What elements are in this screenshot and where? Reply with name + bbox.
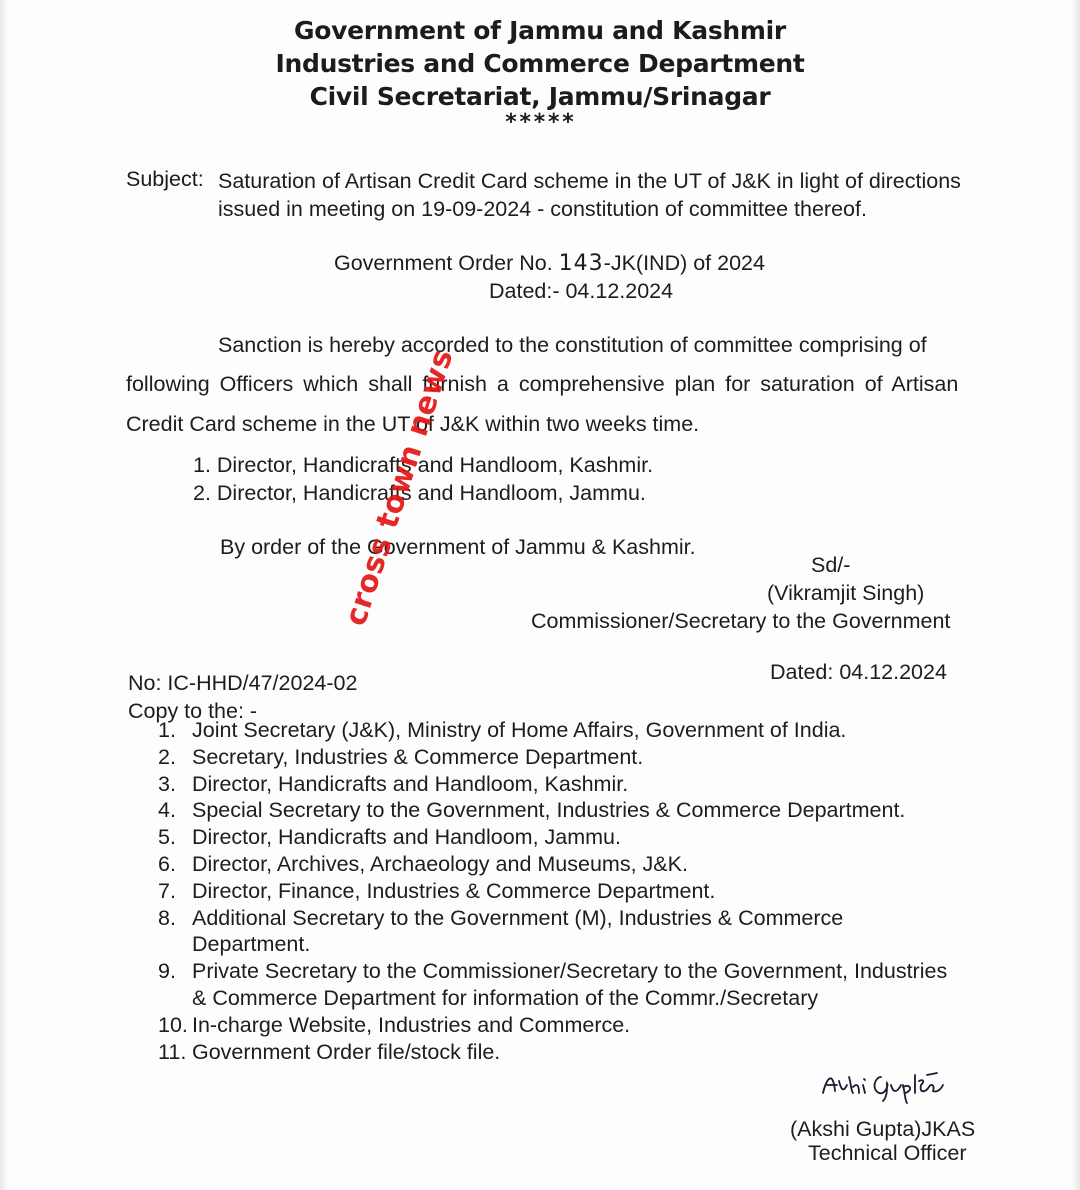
list-item <box>158 824 947 851</box>
reference-number: No: IC-HHD/47/2024-02 <box>128 671 358 695</box>
list-item-number: 2. <box>158 744 176 769</box>
list-item-number: 8. <box>158 905 176 930</box>
order-suffix: -JK(IND) of 2024 <box>603 251 765 275</box>
list-item-text: Director, Handicrafts and Handloom, Kashmir. <box>192 771 629 796</box>
list-item-text: Special Secretary to the Government, Industries & Commerce Department. <box>192 798 906 823</box>
header-secretariat: Civil Secretariat, Jammu/Srinagar <box>309 82 771 111</box>
list-item-text: Private Secretary to the Commissioner/Secretary to the Government, Industries <box>192 959 948 984</box>
order-prefix: Government Order No. <box>334 251 553 275</box>
list-item-number: 9. <box>158 959 176 984</box>
list-item-text: Government Order file/stock file. <box>192 1039 501 1064</box>
subject-line-1: Saturation of Artisan Credit Card scheme in the UT of J&K in light of directions <box>218 169 961 193</box>
list-item-number: 11. <box>158 1039 187 1064</box>
list-item-text: Director, Archives, Archaeology and Museums, J&K. <box>192 851 688 876</box>
copy-to-heading: Copy to the: - <box>128 699 258 723</box>
list-item <box>158 905 947 959</box>
list-item <box>158 1012 947 1039</box>
body-line-1: Sanction is hereby accorded to the constitution of committee comprising of <box>218 333 927 357</box>
subject-label: Subject: <box>126 167 204 191</box>
reference-dated: Dated: 04.12.2024 <box>770 660 947 684</box>
list-item-text: Secretary, Industries & Commerce Department. <box>192 744 644 769</box>
page-edge-right <box>1072 0 1080 1190</box>
committee-member-2: 2. Director, Handicrafts and Handloom, Jammu. <box>193 481 646 505</box>
committee-member-1: 1. Director, Handicrafts and Handloom, Kashmir. <box>193 453 654 477</box>
signatory-title: Commissioner/Secretary to the Government <box>531 609 951 633</box>
list-item-text: In-charge Website, Industries and Commerce. <box>192 1012 631 1037</box>
copy-to-list <box>158 717 947 1065</box>
order-dated: Dated:- 04.12.2024 <box>489 279 674 303</box>
list-item-text: Director, Finance, Industries & Commerce Department. <box>192 878 716 903</box>
by-order-line: By order of the Government of Jammu & Kashmir. <box>220 535 696 559</box>
signatory-sd: Sd/- <box>811 553 851 577</box>
list-item <box>158 1039 947 1066</box>
signatory-name: (Vikramjit Singh) <box>767 581 925 605</box>
header-government: Government of Jammu and Kashmir <box>294 16 786 45</box>
order-handwritten-number: 143 <box>558 251 604 276</box>
page-edge-left <box>0 0 8 1190</box>
list-item <box>158 851 947 878</box>
header-department: Industries and Commerce Department <box>275 49 805 78</box>
list-item-number: 3. <box>158 771 176 796</box>
list-item-number: 10. <box>158 1012 188 1037</box>
list-item <box>158 744 947 771</box>
document-header <box>0 14 1080 113</box>
list-item-number: 1. <box>158 718 176 742</box>
body-line-2: following Officers which shall furnish a comprehensive plan for saturation of Artisan <box>126 372 959 396</box>
subject-line-2: issued in meeting on 19-09-2024 - constitution of committee thereof. <box>218 197 867 221</box>
list-item <box>158 771 947 798</box>
list-item <box>158 797 947 824</box>
list-item-continuation: Department. <box>192 932 311 957</box>
watermark-text: cross town news <box>338 344 461 631</box>
list-item <box>158 878 947 905</box>
list-item-continuation: & Commerce Department for information of the Commr./Secretary <box>192 985 819 1010</box>
handwritten-signature <box>815 1063 965 1107</box>
officer-name: (Akshi Gupta)JKAS <box>790 1117 976 1141</box>
list-item <box>158 717 947 744</box>
list-item-number: 5. <box>158 825 176 850</box>
list-item-number: 7. <box>158 878 176 903</box>
list-item-text: Additional Secretary to the Government (M), Industries & Commerce <box>192 905 844 930</box>
government-order-number <box>334 249 765 278</box>
officer-title: Technical Officer <box>808 1141 967 1165</box>
list-item-number: 4. <box>158 798 176 823</box>
header-separator-stars: ***** <box>504 110 576 135</box>
list-item <box>158 958 947 1012</box>
body-line-3: Credit Card scheme in the UT of J&K within two weeks time. <box>126 412 700 436</box>
list-item-text: Joint Secretary (J&K), Ministry of Home Affairs, Government of India. <box>192 718 847 742</box>
list-item-number: 6. <box>158 851 176 876</box>
list-item-text: Director, Handicrafts and Handloom, Jammu. <box>192 825 621 850</box>
